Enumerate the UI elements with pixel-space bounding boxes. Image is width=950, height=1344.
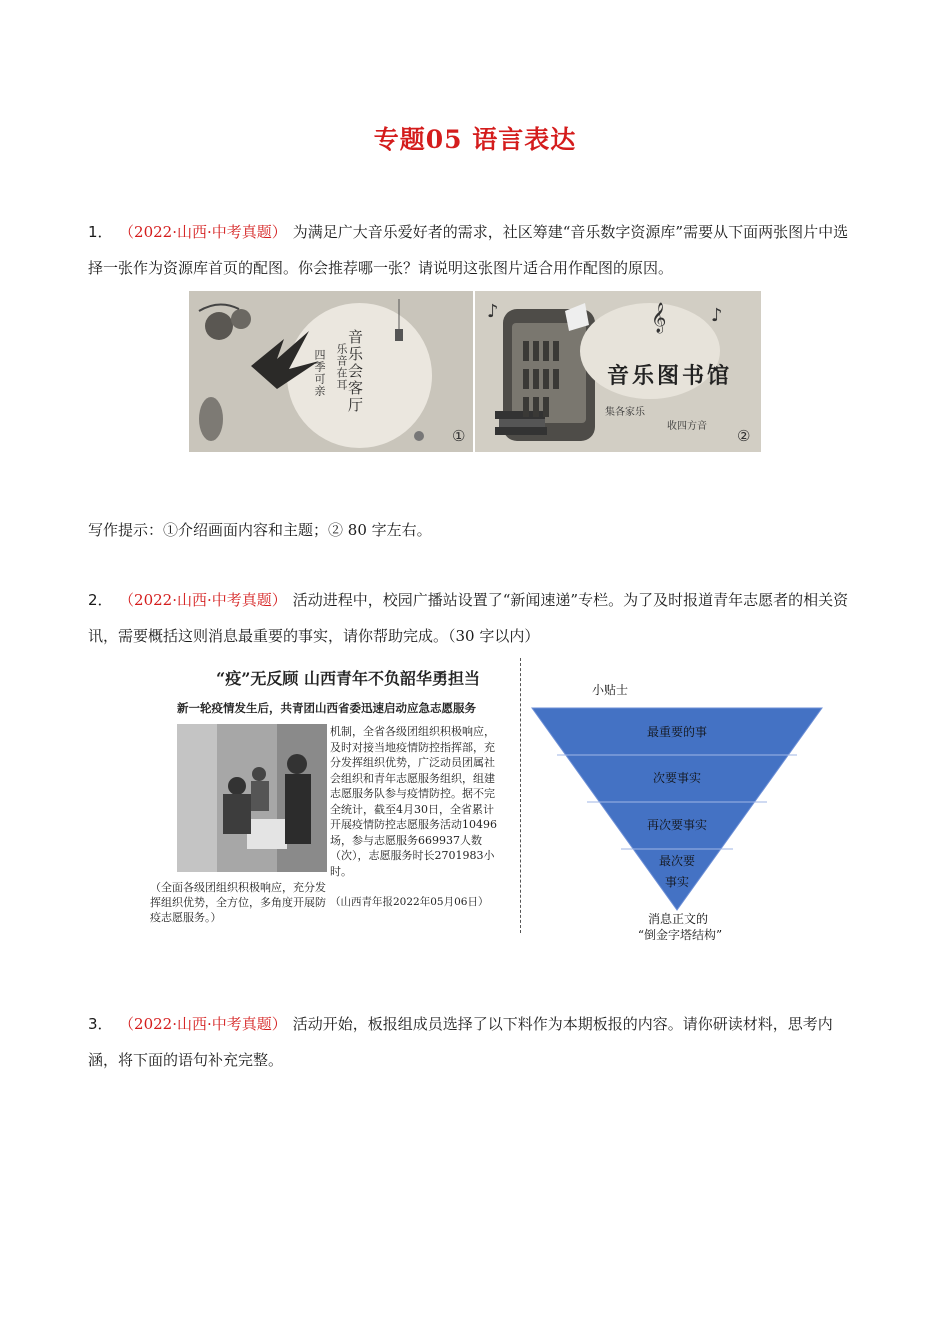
line-vertical-2: 四季可亲 <box>313 349 326 397</box>
photo-illustration <box>177 724 327 872</box>
pyramid-level-4b: 事实 <box>664 875 690 889</box>
question-number: 3． <box>88 1015 113 1033</box>
question-source: （2022·山西·中考真题） <box>126 1015 287 1033</box>
question-source: （2022·山西·中考真题） <box>126 223 287 241</box>
image-option-1 <box>189 291 473 452</box>
question-number: 1． <box>88 223 113 241</box>
music-images <box>189 291 761 452</box>
page-title: 专题05 语言表达 <box>373 125 577 154</box>
image-number-1: ① <box>452 427 466 445</box>
writing-hint: 写作提示：①介绍画面内容和主题；② 80 字左右。 <box>88 521 432 539</box>
image-number-2: ② <box>737 427 751 445</box>
news-credit: （山西青年报2022年05月06日） <box>330 896 489 908</box>
treble-clef-icon: 𝄞 <box>651 303 667 333</box>
question-text: 为满足广大音乐爱好者的需求，社区筹建“音乐数字资源库”需要从下面两张图片中选择一张作为资源库首页的配图。你会推荐哪一张？请说明这张图片适合用作配图的原因。 <box>88 223 849 277</box>
question-text: 活动开始，板报组成员选择了以下料作为本期板报的内容。请你研读材料，思考内涵，将下面的语句补充完整。 <box>88 1015 833 1069</box>
photo-caption: （全面各级团组织积极响应，充分发挥组织优势，全方位，多角度开展防疫志愿服务。） <box>150 881 326 924</box>
question-number: 2． <box>88 591 113 609</box>
question-2 <box>88 582 860 654</box>
pyramid-caption-1: 消息正文的 <box>647 912 709 926</box>
image-option-2 <box>475 291 761 452</box>
library-title: 音乐图书馆 <box>607 363 733 389</box>
swallow-illustration <box>189 291 473 452</box>
inverted-pyramid-diagram <box>530 678 830 938</box>
question-1 <box>88 214 860 286</box>
line-vertical-1: 乐音在耳 <box>335 343 348 391</box>
caption-2: 收四方音 <box>667 421 707 432</box>
caption-1: 集各家乐 <box>605 407 645 418</box>
news-body: 机制，全省各级团组织积极响应，及时对接当地疫情防控指挥部，充分发挥组织优势，广泛动员团属社会组织和青年志愿服务组织，组建志愿服务队参与疫情防控。据不完全统计，截至4月30日，全省累计开展疫情防控志愿服务活动10496场，参与志愿服务669937人数（次），志愿服务时长2701983小时。 <box>330 725 497 878</box>
question-text: 活动进程中，校园广播站设置了“新闻速递”专栏。为了及时报道青年志愿者的相关资讯，需要概括这则消息最重要的事实，请你帮助完成。（30 字以内） <box>88 591 849 645</box>
tip-label: 小贴士 <box>592 683 629 697</box>
news-figure <box>140 658 840 942</box>
question-source: （2022·山西·中考真题） <box>126 591 287 609</box>
title-vertical: 音乐会客厅 <box>346 329 364 414</box>
music-note-icon: ♪ <box>711 305 723 326</box>
pyramid-level-4: 最次要 <box>658 854 696 868</box>
volunteer-photo <box>177 724 327 872</box>
dashed-divider <box>520 658 521 933</box>
pyramid-level-1: 最重要的事 <box>646 725 708 739</box>
pyramid-level-2: 次要事实 <box>652 771 702 785</box>
news-headline: “疫”无反顾 山西青年不负韶华勇担当 <box>216 669 480 688</box>
question-3 <box>88 1006 860 1078</box>
pyramid-level-3: 再次要事实 <box>646 818 708 832</box>
news-lead: 新一轮疫情发生后，共青团山西省委迅速启动应急志愿服务 <box>177 701 476 715</box>
pyramid-caption-2: “倒金字塔结构” <box>637 928 723 942</box>
music-note-icon: ♪ <box>487 301 499 322</box>
